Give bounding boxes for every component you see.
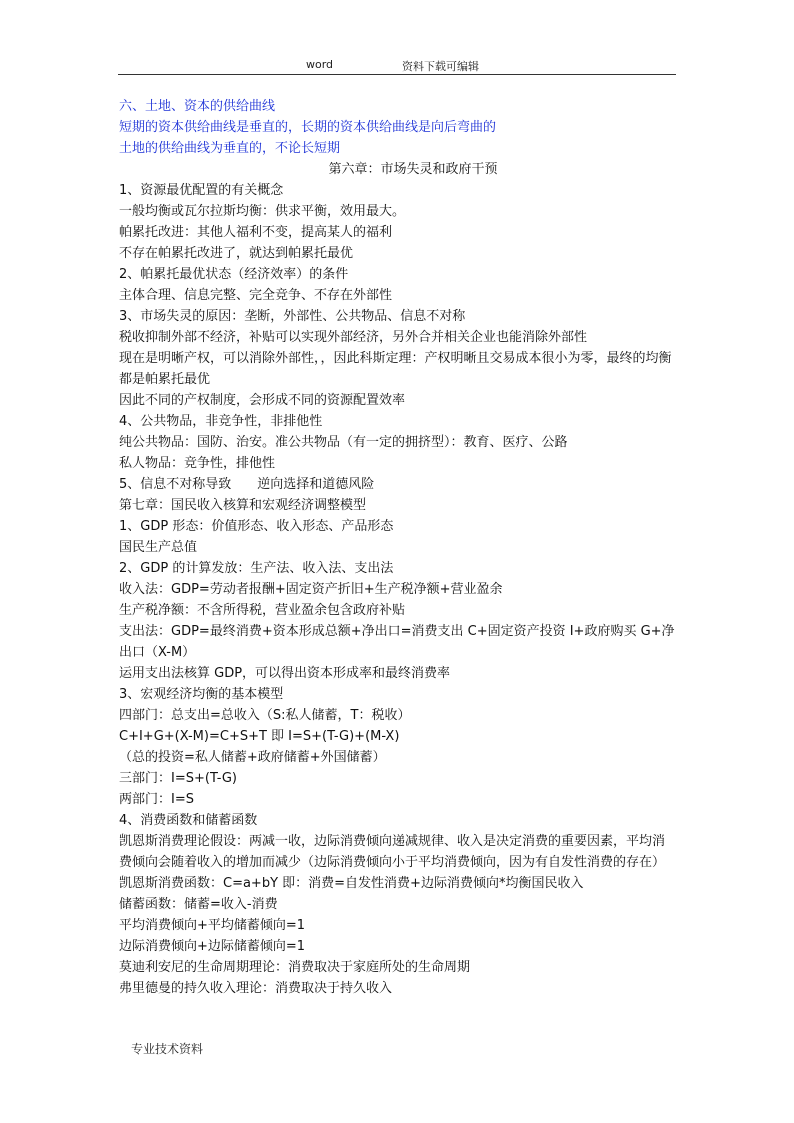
- text-paragraph: 支出法：GDP=最终消费+资本形成总额+净出口=消费支出 C+固定资产投资 I+政府购买 G+净出口（X-M）: [119, 624, 675, 660]
- section-heading: 六、土地、资本的供给曲线: [119, 99, 276, 114]
- formula-line: 两部门：I=S: [119, 792, 194, 807]
- text-line: 2、帕累托最优状态（经济效率）的条件: [119, 267, 349, 282]
- header-left-text: word: [306, 58, 334, 71]
- text-line: 一般均衡或瓦尔拉斯均衡：供求平衡，效用最大。: [119, 204, 406, 219]
- text-line: 运用支出法核算 GDP，可以得出资本形成率和最终消费率: [119, 666, 451, 681]
- text-line: 边际消费倾向+边际储蓄倾向=1: [119, 939, 306, 954]
- text-line: 主体合理、信息完整、完全竞争、不存在外部性: [119, 288, 393, 303]
- text-line: 4、公共物品，非竞争性，非排他性: [119, 414, 323, 429]
- text-line: （总的投资=私人储蓄+政府储蓄+外国储蓄）: [119, 750, 386, 765]
- document-body: [119, 96, 677, 999]
- text-line: 3、宏观经济均衡的基本模型: [119, 687, 284, 702]
- text-paragraph: 凯恩斯消费理论假设：两减一收，边际消费倾向递减规律、收入是决定消费的重要因素，平均消费倾向会随着收入的增加而减少（边际消费倾向小于平均消费倾向，因为有自发性消费的存在）: [119, 834, 666, 870]
- text-paragraph: 现在是明晰产权，可以消除外部性，，因此科斯定理：产权明晰且交易成本很小为零，最终的均衡都是帕累托最优: [119, 351, 672, 387]
- text-line: 莫迪利安尼的生命周期理论：消费取决于家庭所处的生命周期: [119, 960, 471, 975]
- text-line: 税收抑制外部不经济，补贴可以实现外部经济，另外合并相关企业也能消除外部性: [119, 330, 588, 345]
- header-right-text: 资料下载可编辑: [402, 60, 479, 73]
- text-line: 5、信息不对称导致 逆向选择和道德风险: [119, 477, 375, 492]
- chapter-title: 第七章：国民收入核算和宏观经济调整模型: [119, 498, 367, 513]
- highlight-line: 土地的供给曲线为垂直的，不论长短期: [119, 141, 341, 156]
- text-line: 生产税净额：不含所得税，营业盈余包含政府补贴: [119, 603, 406, 618]
- text-line: 帕累托改进：其他人福利不变，提高某人的福利: [119, 225, 393, 240]
- text-line: 平均消费倾向+平均储蓄倾向=1: [119, 918, 306, 933]
- chapter-title: 第六章：市场失灵和政府干预: [328, 162, 498, 177]
- highlight-line: 短期的资本供给曲线是垂直的，长期的资本供给曲线是向后弯曲的: [119, 120, 497, 135]
- text-line: 纯公共物品：国防、治安。准公共物品（有一定的拥挤型）：教育、医疗、公路: [119, 435, 568, 450]
- text-line: 四部门：总支出=总收入（S:私人储蓄，T：税收）: [119, 708, 411, 723]
- text-line: 2、GDP 的计算发放：生产法、收入法、支出法: [119, 561, 394, 576]
- text-line: 储蓄函数：储蓄=收入-消费: [119, 897, 278, 912]
- text-line: 3、市场失灵的原因：垄断，外部性、公共物品、信息不对称: [119, 309, 466, 324]
- text-line: 国民生产总值: [119, 540, 198, 555]
- text-line: 1、GDP 形态：价值形态、收入形态、产品形态: [119, 519, 394, 534]
- formula-line: C+I+G+(X-M)=C+S+T 即 I=S+(T-G)+(M-X): [119, 729, 400, 744]
- text-line: 弗里德曼的持久收入理论：消费取决于持久收入: [119, 981, 393, 996]
- text-line: 1、资源最优配置的有关概念: [119, 183, 284, 198]
- text-line: 收入法：GDP=劳动者报酬+固定资产折旧+生产税净额+营业盈余: [119, 582, 503, 597]
- text-line: 4、消费函数和储蓄函数: [119, 813, 258, 828]
- text-line: 因此不同的产权制度，会形成不同的资源配置效率: [119, 393, 406, 408]
- formula-line: 三部门：I=S+(T-G): [119, 771, 238, 786]
- page-header: [118, 58, 676, 75]
- page-footer: 专业技术资料: [131, 1042, 204, 1056]
- text-line: 私人物品：竞争性，排他性: [119, 456, 276, 471]
- text-line: 不存在帕累托改进了，就达到帕累托最优: [119, 246, 354, 261]
- text-line: 凯恩斯消费函数：C=a+bY 即：消费=自发性消费+边际消费倾向*均衡国民收入: [119, 876, 584, 891]
